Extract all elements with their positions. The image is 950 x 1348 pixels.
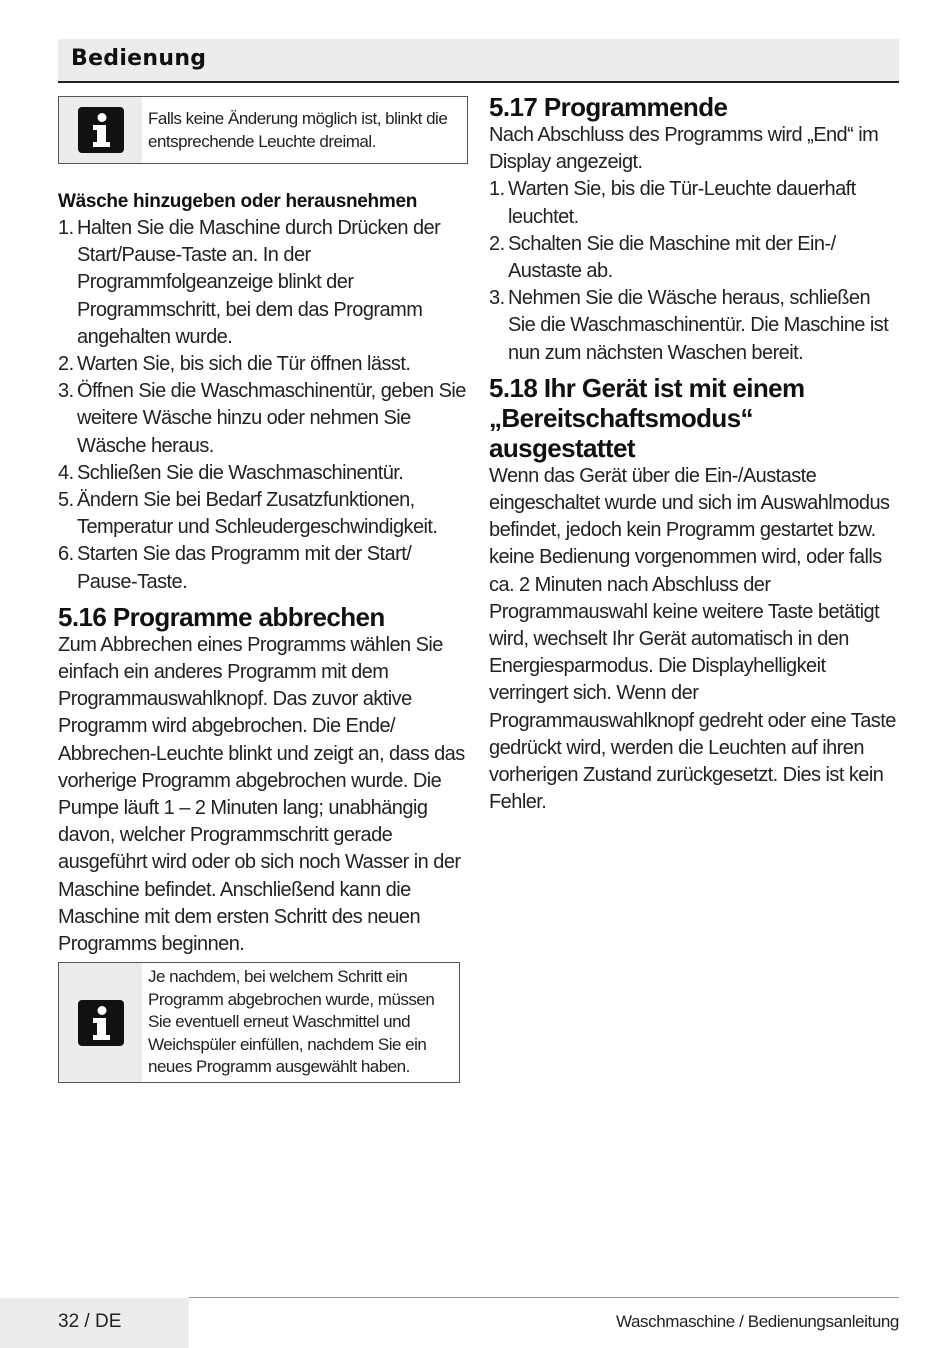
list-item: 1. Warten Sie, bis die Tür-Leuchte dauerhaft leuchtet.	[489, 178, 856, 228]
section-title-cancel: 5.16 Programme abbrechen	[58, 601, 385, 632]
page-header	[58, 39, 899, 83]
left-column	[58, 96, 470, 1083]
list-item: 2. Schalten Sie die Maschine mit der Ein-/ Austaste ab.	[489, 232, 836, 283]
right-column	[489, 92, 901, 816]
list-item: 4. Schließen Sie die Waschmaschinentür.	[58, 461, 404, 484]
info-icon-cell	[59, 97, 142, 163]
info-box-change	[58, 96, 468, 164]
info-icon	[78, 107, 124, 153]
header-title: Bedienung	[71, 46, 207, 71]
section-body-program-end: Nach Abschluss des Programms wird „End“ im Display angezeigt.	[489, 124, 879, 174]
section-body-standby: Wenn das Gerät über die Ein-/Austaste eingeschaltet wurde und sich im Auswahlmodus befindet, jedoch kein Programm gestartet bzw. keine Bedienung vorgenommen wird, oder falls ca. 2 Minuten nach Abschluss der Programmauswahl keine weitere Taste betätigt wird, wechselt Ihr Gerät automatisch in den Energiesparmodus. Die Displayhelligkeit verringert sich. Wenn der Programmauswahlknopf gedreht oder eine Taste gedrückt wird, werden die Leuchten auf ihren vorherigen Zustand zurückgesetzt. Dies ist kein Fehler.	[489, 464, 896, 814]
list-item: 5. Ändern Sie bei Bedarf Zusatzfunktionen, Temperatur und Schleudergeschwindigkeit.	[58, 489, 438, 539]
subhead-add-remove: Wäsche hinzugeben oder herausnehmen	[58, 191, 418, 212]
info-icon	[78, 1000, 124, 1046]
list-item: 2. Warten Sie, bis sich die Tür öffnen lässt.	[58, 353, 411, 376]
info-text: Falls keine Änderung möglich ist, blinkt die entsprechende Leuchte dreimal.	[148, 109, 448, 151]
info-text: Je nachdem, bei welchem Schritt ein Programm abgebrochen wurde, müssen Sie eventuell erneut Waschmittel und Weichspüler einfüllen, nachdem Sie ein neues Programm ausgewählt haben.	[148, 967, 435, 1077]
footer-page-number: 32 / DE	[58, 1311, 122, 1332]
right-steps-list	[489, 176, 901, 366]
list-item: 3. Öffnen Sie die Waschmaschinentür, geben Sie weitere Wäsche hinzu oder nehmen Sie Wäsche heraus.	[58, 380, 466, 457]
section-body-cancel: Zum Abbrechen eines Programms wählen Sie einfach ein anderes Programm mit dem Programmauswahlknopf. Das zuvor aktive Programm wird abgebrochen. Die Ende/ Abbrechen-Leuchte blinkt und zeigt an, dass das vorherige Programm abgebrochen wurde. Die Pumpe läuft 1 – 2 Minuten lang; unabhängig davon, welcher Programmschritt gerade ausgeführt wird oder ob sich noch Wasser in der Maschine befindet. Anschließend kann die Maschine mit dem ersten Schritt des neuen Programms beginnen.	[58, 633, 465, 956]
list-item: 3. Nehmen Sie die Wäsche heraus, schließen Sie die Waschmaschinentür. Die Maschine ist nun zum nächsten Waschen bereit.	[489, 287, 889, 364]
section-title-program-end: 5.17 Programmende	[489, 92, 728, 122]
list-item: 1. Halten Sie die Maschine durch Drücken der Start/Pause-Taste an. In der Programmfolgeanzeige blinkt der Programmschritt, bei dem das Programm angehalten wurde.	[58, 217, 441, 348]
left-steps-list	[58, 215, 470, 596]
footer-divider	[189, 1297, 899, 1298]
info-icon-cell	[59, 963, 142, 1082]
footer-document-title: Waschmaschine / Bedienungsanleitung	[615, 1312, 899, 1331]
info-box-cancel	[58, 962, 460, 1083]
list-item: 6. Starten Sie das Programm mit der Start/ Pause-Taste.	[58, 543, 412, 593]
section-title-standby: 5.18 Ihr Gerät ist mit einem „Bereitschaftsmodus“ ausgestattet	[489, 372, 805, 463]
